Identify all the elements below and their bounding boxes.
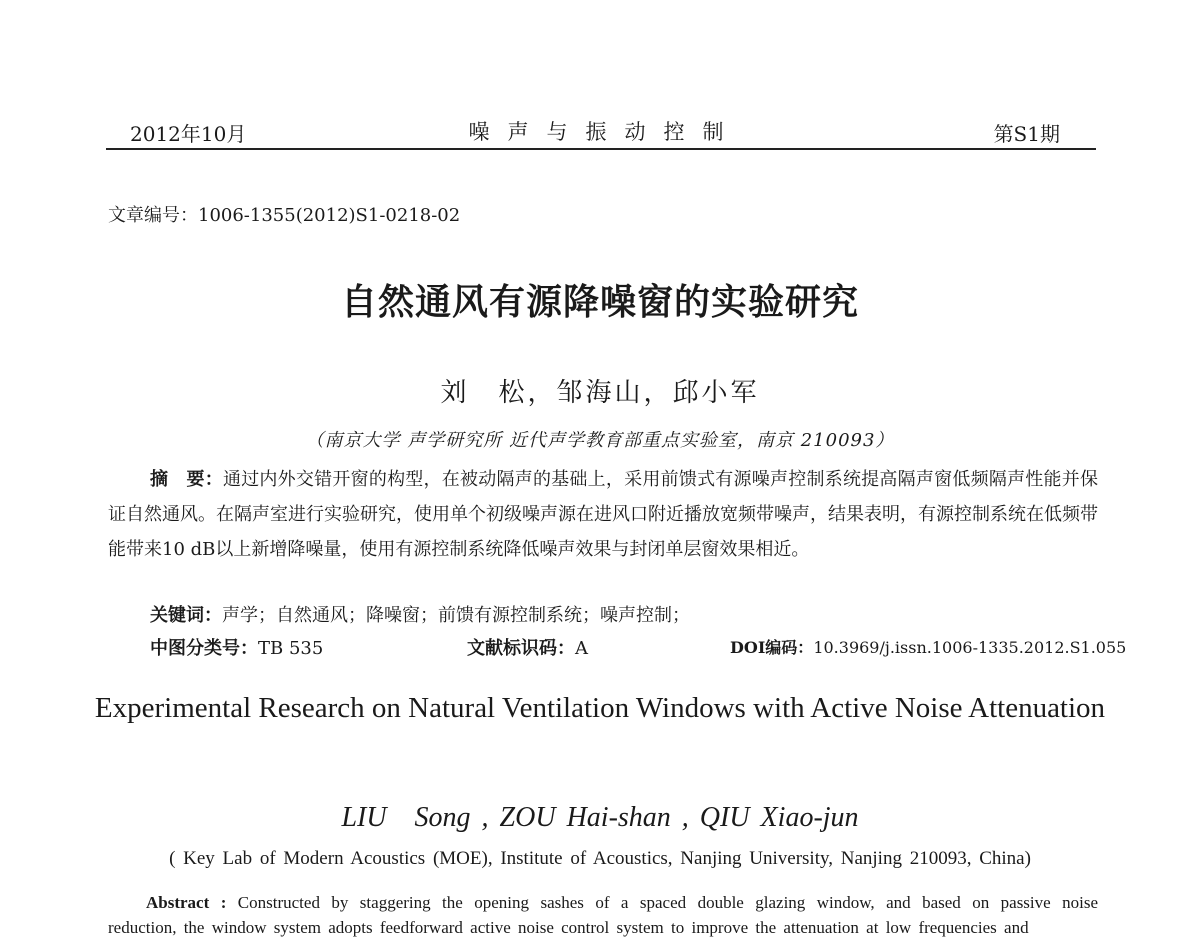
doi-value: 10.3969/j.issn.1006-1335.2012.S1.055 (813, 638, 1127, 657)
title-chinese: 自然通风有源降噪窗的实验研究 (340, 282, 859, 323)
document-code-label: 文献标识码： (467, 638, 575, 659)
abstract-english (108, 890, 1098, 940)
title-english: Experimental Research on Natural Ventilation Windows with Active Noise Attenuation (94, 692, 1106, 724)
classification-label: 中图分类号： (150, 638, 258, 659)
authors-english: LIU Song , ZOU Hai-shan , QIU Xiao-jun (341, 802, 859, 833)
doi (730, 635, 1126, 658)
keywords (150, 601, 690, 627)
issue-number: 第S1期 (993, 122, 1060, 146)
document-code-value: A (575, 638, 588, 659)
abstract-english-label: Abstract : (146, 893, 227, 912)
document-code (467, 634, 588, 660)
journal-name: 噪声与振动控制 (468, 120, 742, 144)
article-number: 文章编号：1006-1355(2012)S1-0218-02 (108, 205, 461, 226)
affiliation-english: ( Key Lab of Modern Acoustics (MOE), Institute of Acoustics, Nanjing University, Nanjing 210093, China) (169, 848, 1031, 869)
classification-number (150, 634, 323, 660)
header-divider (106, 148, 1096, 150)
abstract-chinese-text: 通过内外交错开窗的构型，在被动隔声的基础上，采用前馈式有源噪声控制系统提高隔声窗低频隔声性能并保证自然通风。在隔声室进行实验研究，使用单个初级噪声源在进风口附近播放宽频带噪声，结果表明，有源控制系统在低频带能带来10 dB以上新增降噪量，使用有源控制系统降低噪声效果与封闭单层窗效果相近。 (108, 469, 1099, 560)
affiliation-chinese: （南京大学 声学研究所 近代声学教育部重点实验室，南京 210093） (305, 430, 895, 451)
doi-label: DOI编码： (730, 638, 814, 657)
authors-chinese: 刘 松，邹海山，邱小军 (440, 378, 760, 408)
keywords-text: 声学；自然通风；降噪窗；前馈有源控制系统；噪声控制； (222, 605, 690, 626)
keywords-label: 关键词： (150, 605, 222, 626)
abstract-english-text: Constructed by staggering the opening sashes of a spaced double glazing window, and based on passive noise reduction, the window system adopts feedforward active noise control system to improve the attenuation at low frequencies and (108, 893, 1099, 937)
abstract-chinese-label: 摘 要： (150, 469, 223, 490)
abstract-chinese (108, 462, 1098, 567)
classification-value: TB 535 (258, 638, 324, 659)
header-date: 2012年10月 (130, 122, 247, 146)
